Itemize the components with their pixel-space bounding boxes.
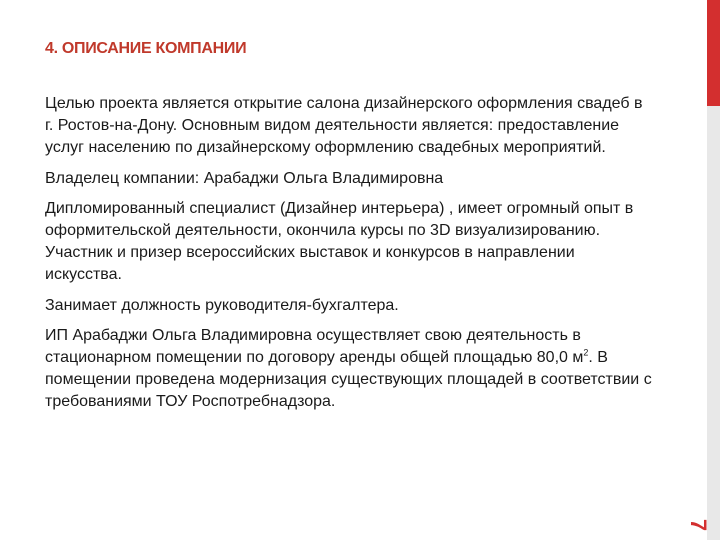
premises-text-start: ИП Арабаджи Ольга Владимировна осуществляет свою деятельность в стационарном помещении по договору аренды общей площадью 80,0 м [45,327,584,366]
paragraph-owner: Владелец компании: Арабаджи Ольга Владимировна [45,169,444,187]
slide-number: 7 [686,518,711,532]
right-side-accent [707,0,720,106]
paragraph-qualifications: Дипломированный специалист (Дизайнер интерьера) , имеет огромный опыт в оформительской деятельности, окончила курсы по 3D визуализированию. Участник и призер всероссийских выставок и конкурсов в направлении искусства. [45,200,634,283]
paragraph-premises [45,325,655,413]
slide-body [45,93,655,422]
paragraph-position: Занимает должность руководителя-бухгалтера. [45,296,399,314]
slide-title: 4. ОПИСАНИЕ КОМПАНИИ [45,40,247,57]
superscript-2: 2 [583,347,589,358]
paragraph-goal: Целью проекта является открытие салона дизайнерского оформления свадеб в г. Ростов-на-Дону. Основным видом деятельности является: предоставление услуг населению по дизайнерскому оформлению свадебных мероприятий. [45,95,643,156]
premises-text-end: . В помещении проведена модернизация существующих площадей в соответствии с требованиями ТОУ Роспотребнадзора. [45,349,652,410]
